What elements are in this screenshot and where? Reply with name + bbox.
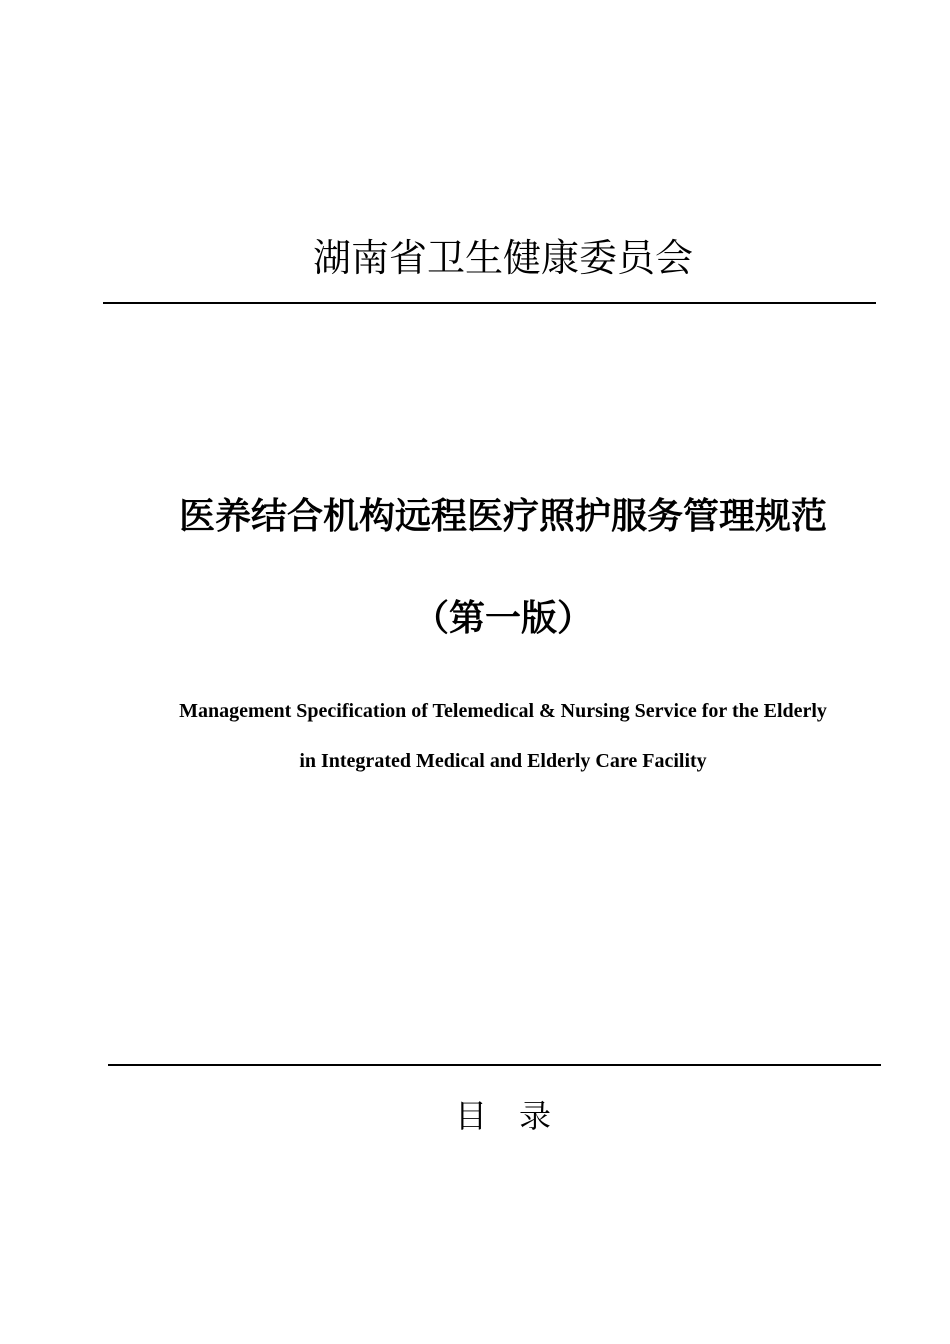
english-title-line-2: in Integrated Medical and Elderly Care Facility [299, 750, 707, 772]
top-divider [103, 302, 876, 304]
toc-heading: 目 录 [454, 1097, 551, 1135]
issuer-name: 湖南省卫生健康委员会 [312, 236, 693, 280]
english-title [0, 686, 950, 786]
document-title: 医养结合机构远程医疗照护服务管理规范 [178, 496, 827, 537]
edition-label: （第一版） [412, 598, 593, 639]
english-title-line-1: Management Specification of Telemedical & Nursing Service for the Elderly [179, 700, 827, 722]
bottom-divider [108, 1064, 881, 1066]
